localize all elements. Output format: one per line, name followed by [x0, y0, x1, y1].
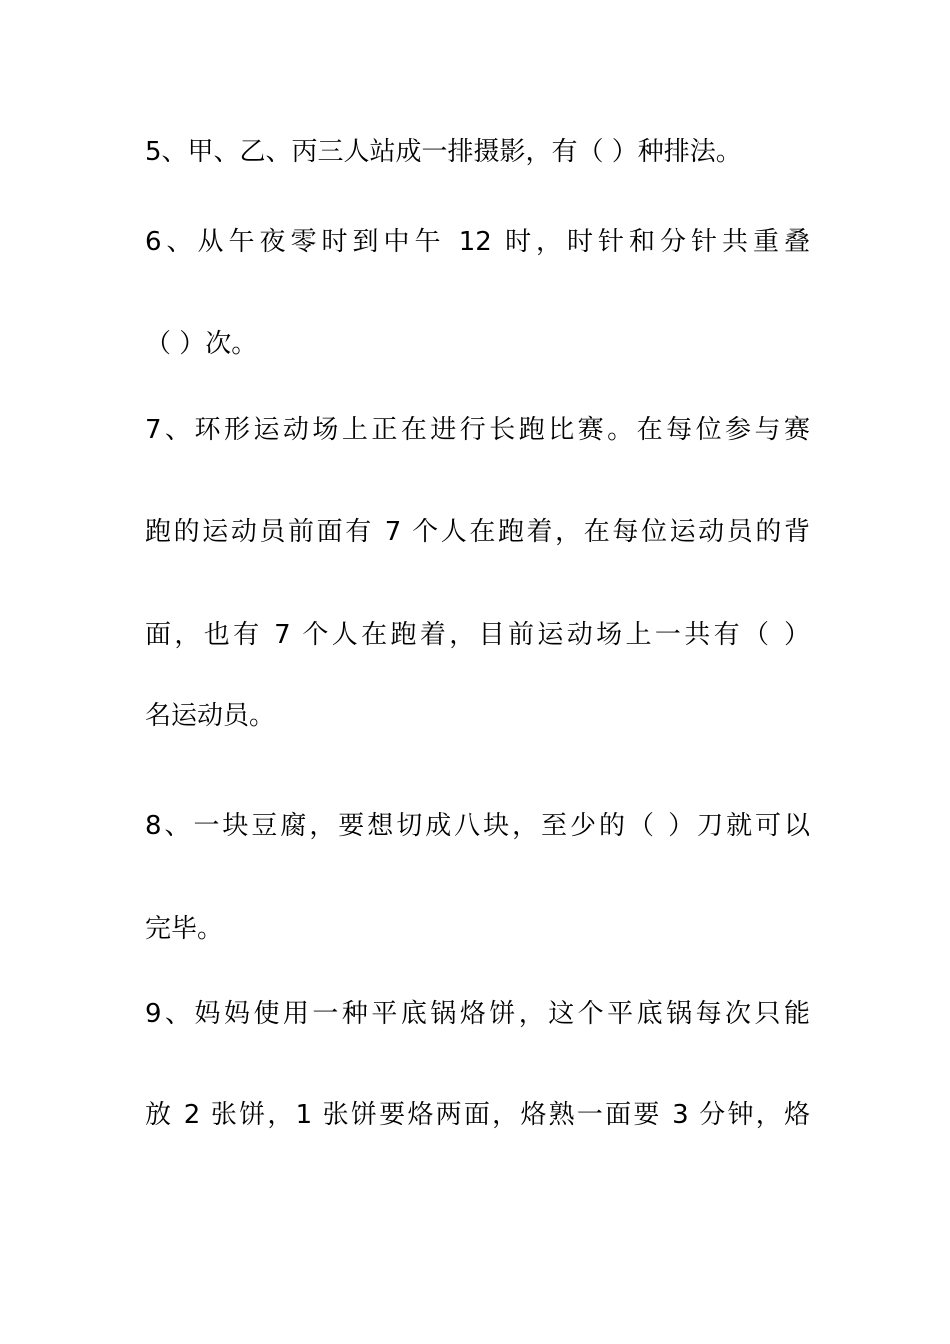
question-8-line-2: 完毕。 [145, 914, 224, 944]
question-7-line-3: 面，也有 7 个人在跑着，目前运动场上一共有（ ） [145, 620, 810, 650]
question-7-line-1: 7、环形运动场上正在进行长跑比赛。在每位参与赛 [145, 415, 810, 445]
question-9-line-2: 放 2 张饼，1 张饼要烙两面，烙熟一面要 3 分钟，烙 [145, 1100, 810, 1130]
question-9-line-1: 9、妈妈使用一种平底锅烙饼，这个平底锅每次只能 [145, 999, 810, 1029]
question-6-line-2: （ ）次。 [145, 329, 258, 359]
question-8-line-1: 8、一块豆腐，要想切成八块，至少的（ ）刀就可以 [145, 811, 810, 841]
question-5-line-1: 5、甲、乙、丙三人站成一排摄影，有（ ）种排法。 [145, 137, 742, 167]
question-6-line-1: 6、从午夜零时到中午 12 时，时针和分针共重叠 [145, 227, 810, 257]
question-7-line-2: 跑的运动员前面有 7 个人在跑着，在每位运动员的背 [145, 517, 810, 547]
question-7-line-4: 名运动员。 [145, 701, 276, 731]
